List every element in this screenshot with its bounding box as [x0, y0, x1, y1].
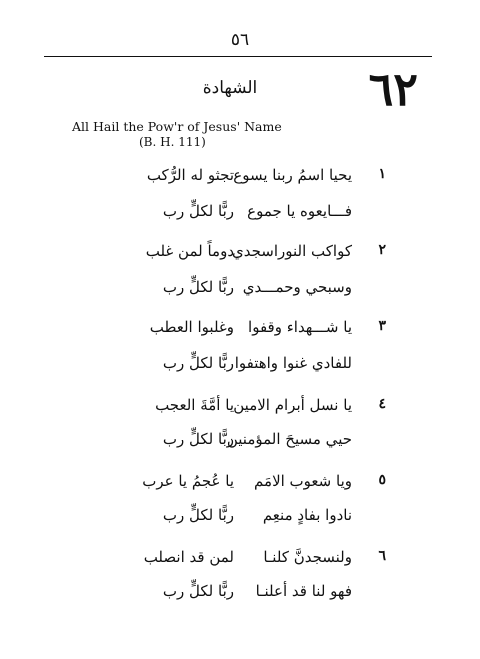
hemistich-second: دوماً لمن غلب [145, 242, 234, 260]
verse-number: ٦ [378, 548, 386, 564]
verse-number: ٤ [378, 396, 386, 412]
hemistich-second: ربًّا لكلٍّ رب [162, 430, 234, 448]
page-number: ٥٦ [230, 30, 250, 50]
verse-number: ١ [378, 166, 386, 182]
verse-number: ٥ [378, 472, 386, 488]
hemistich-second: لمن قد انصلب [143, 548, 234, 566]
hemistich-first: فـــايعوه يا جموع [247, 202, 352, 220]
verse-line [0, 202, 480, 230]
hemistich-second: ربًّا لكلٍّ رب [162, 202, 234, 220]
verse-line [0, 472, 480, 500]
hemistich-second: يا عُجمُ يا عرب [142, 472, 234, 490]
hemistich-second: وغلبوا العطب [149, 318, 234, 336]
verse-line [0, 242, 480, 270]
hymn-title: الشهادة [202, 78, 258, 98]
hemistich-first: كواكب النوراسجدي [232, 242, 352, 260]
hemistich-first: وسبحي وحمـــدي [242, 278, 352, 296]
hemistich-first: ولنسجدنَّ كلنـا [263, 548, 352, 566]
hemistich-first: حيي مسيحَ المؤمنين [226, 430, 352, 448]
verse-line [0, 582, 480, 610]
hemistich-first: يحيا اسمُ ربنا يسوع [233, 166, 352, 184]
hemistich-second: ربًّا لكلٍّ رب [162, 506, 234, 524]
verse-line [0, 278, 480, 306]
verse-line [0, 506, 480, 534]
verse-line [0, 396, 480, 424]
verse-line [0, 548, 480, 576]
verse-line [0, 166, 480, 194]
hemistich-first: يا شـــهداء وقفوا [248, 318, 352, 336]
hemistich-second: تجثو له الرُّكب [146, 166, 234, 184]
verse-line [0, 354, 480, 382]
verse-line [0, 430, 480, 458]
hemistich-second: ربًّا لكلٍّ رب [162, 278, 234, 296]
hemistich-second: ربًّا لكلٍّ رب [162, 582, 234, 600]
hymn-number: ٦٢ [368, 62, 418, 116]
hemistich-first: فهو لنا قد أعلنـا [255, 582, 352, 600]
hemistich-second: يا أمَّةَ العجب [155, 396, 234, 414]
hymnal-reference: (B. H. 111) [139, 135, 206, 149]
hemistich-second: ربًّا لكلٍّ رب [162, 354, 234, 372]
verse-line [0, 318, 480, 346]
header-divider [44, 56, 432, 57]
hemistich-first: للفادي غنوا واهتفوا [234, 354, 352, 372]
verse-number: ٣ [378, 318, 386, 334]
english-tune-title: All Hail the Pow'r of Jesus' Name [72, 119, 282, 134]
verse-number: ٢ [378, 242, 386, 258]
hemistich-first: يا نسل أبرام الامين [233, 396, 352, 414]
hemistich-first: نادوا بفادٍ منعِم [262, 506, 352, 524]
hemistich-first: ويا شعوب الامَم [254, 472, 352, 490]
